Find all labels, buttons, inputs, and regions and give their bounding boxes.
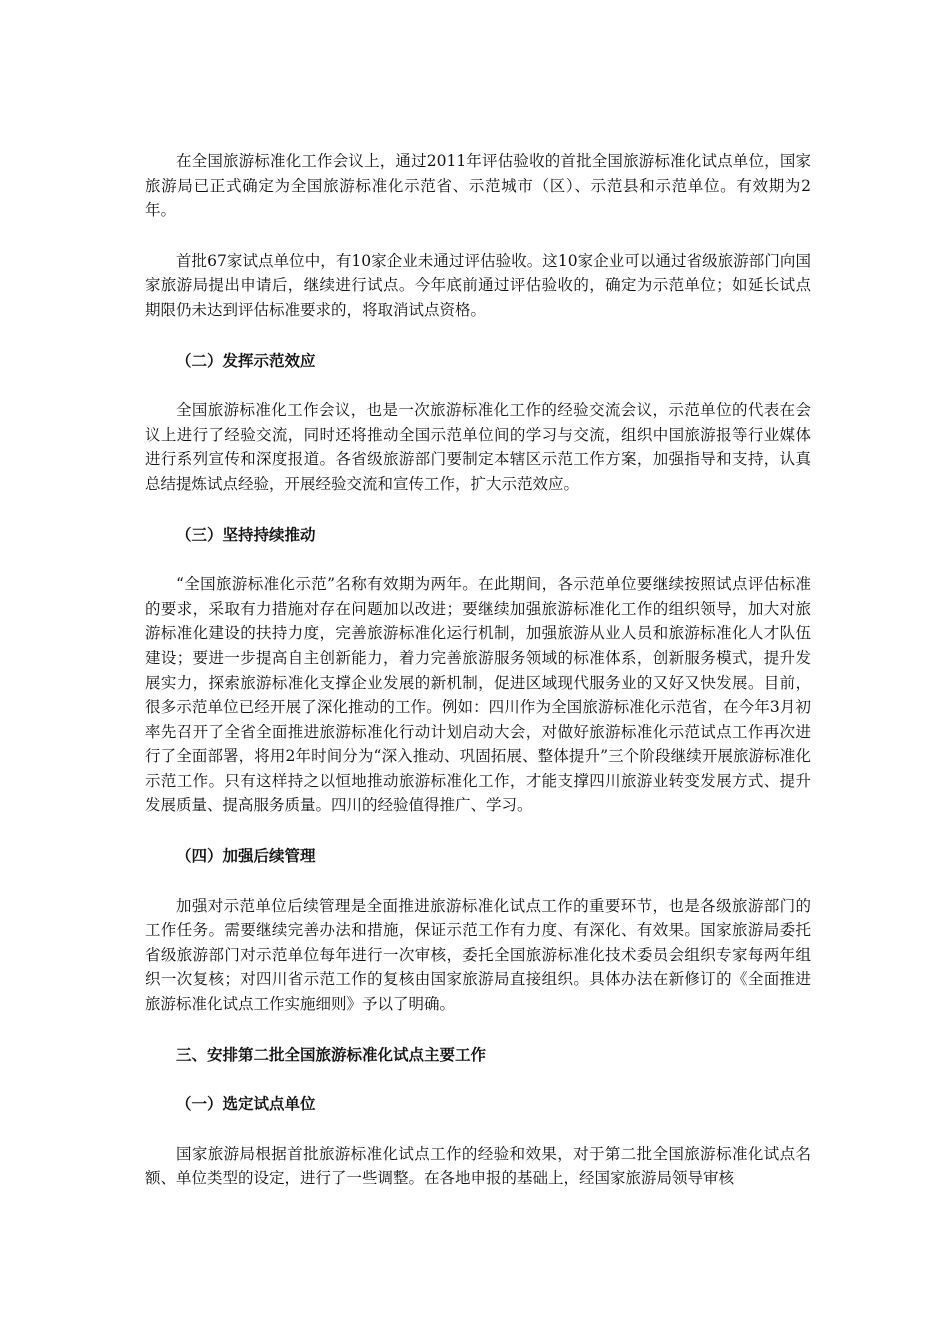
paragraph-gap: [145, 1067, 811, 1092]
heading-continuous-promotion: （三）坚持持续推动: [176, 524, 316, 544]
paragraph-gap: [145, 497, 811, 523]
heading-follow-up-management: （四）加强后续管理: [176, 846, 316, 866]
paragraph-validity-period: “全国旅游标准化示范”名称有效期为两年。在此期间，各示范单位要继续按照试点评估标准的要求，采取有力措施对存在问题加以改进；要继续加强旅游标准化工作的组织领导，加大对旅游标准化建设的扶持力度，完善旅游标准化运行机制，加强旅游从业人员和旅游标准化人才队伍建设；要进一步提高自主创新能力，着力完善旅游服务领域的标准体系，创新服务模式，提升发展实力，探索旅游标准化支撑企业发展的新机制，促进区域现代服务业的又好又快发展。目前，很多示范单位已经开展了深化推动的工作。例如：四川作为全国旅游标准化示范省，在今年3月初率先召开了全省全面推进旅游标准化行动计划启动大会，对做好旅游标准化示范试点工作再次进行了全面部署，将用2年时间分为“深入推动、巩固拓展、整体提升”三个阶段继续开展旅游标准化示范工作。只有这样持之以恒地推动旅游标准化工作，才能支撑四川旅游业转变发展方式、提升发展质量、提高服务质量。四川的经验值得推广、学习。: [145, 575, 811, 815]
paragraph-gap: [145, 869, 811, 894]
paragraph-gap: [145, 373, 811, 398]
heading-second-batch: 三、安排第二批全国旅游标准化试点主要工作: [176, 1044, 487, 1064]
heading-select-pilot-units: （一）选定试点单位: [176, 1094, 316, 1114]
paragraph-demonstration-confirmed: 在全国旅游标准化工作会议上，通过2011年评估验收的首批全国旅游标准化试点单位，国家旅游局已正式确定为全国旅游标准化示范省、示范城市（区）、示范县和示范单位。有效期为2年。: [145, 152, 811, 220]
paragraph-gap: [145, 1017, 811, 1043]
paragraph-follow-up-management: 加强对示范单位后续管理是全面推进旅游标准化试点工作的重要环节，也是各级旅游部门的工作任务。需要继续完善办法和措施，保证示范工作有力度、有深化、有效果。国家旅游局委托省级旅游部门对示范单位每年进行一次审核，委托全国旅游标准化技术委员会组织专家每两年组织一次复核；对四川省示范工作的复核由国家旅游局直接组织。具体办法在新修订的《全面推进旅游标准化试点工作实施细则》予以了明确。: [145, 896, 811, 1014]
paragraph-second-batch-adjustment: 国家旅游局根据首批旅游标准化试点工作的经验和效果，对于第二批全国旅游标准化试点名额、单位类型的设定，进行了一些调整。在各地申报的基础上，经国家旅游局领导审核: [145, 1144, 811, 1188]
paragraph-gap: [145, 547, 811, 572]
paragraph-gap: [145, 323, 811, 349]
paragraph-failed-units: 首批67家试点单位中，有10家企业未通过评估验收。这10家企业可以通过省级旅游部门向国家旅游局提出申请后，继续进行试点。今年底前通过评估验收的，确定为示范单位；如延长试点期限仍未达到评估标准要求的，将取消试点资格。: [145, 251, 811, 319]
paragraph-gap: [145, 223, 811, 249]
paragraph-gap: [145, 1117, 811, 1142]
document-body: [145, 149, 811, 1191]
paragraph-experience-exchange: 全国旅游标准化工作会议，也是一次旅游标准化工作的经验交流会议，示范单位的代表在会议上进行了经验交流，同时还将推动全国示范单位间的学习与交流，组织中国旅游报等行业媒体进行系列宣传和深度报道。各省级旅游部门要制定本辖区示范工作方案，加强指导和支持，认真总结提炼试点经验，开展经验交流和宣传工作，扩大示范效应。: [145, 401, 811, 493]
paragraph-gap: [145, 818, 811, 844]
heading-demonstration-effect: （二）发挥示范效应: [176, 350, 316, 370]
